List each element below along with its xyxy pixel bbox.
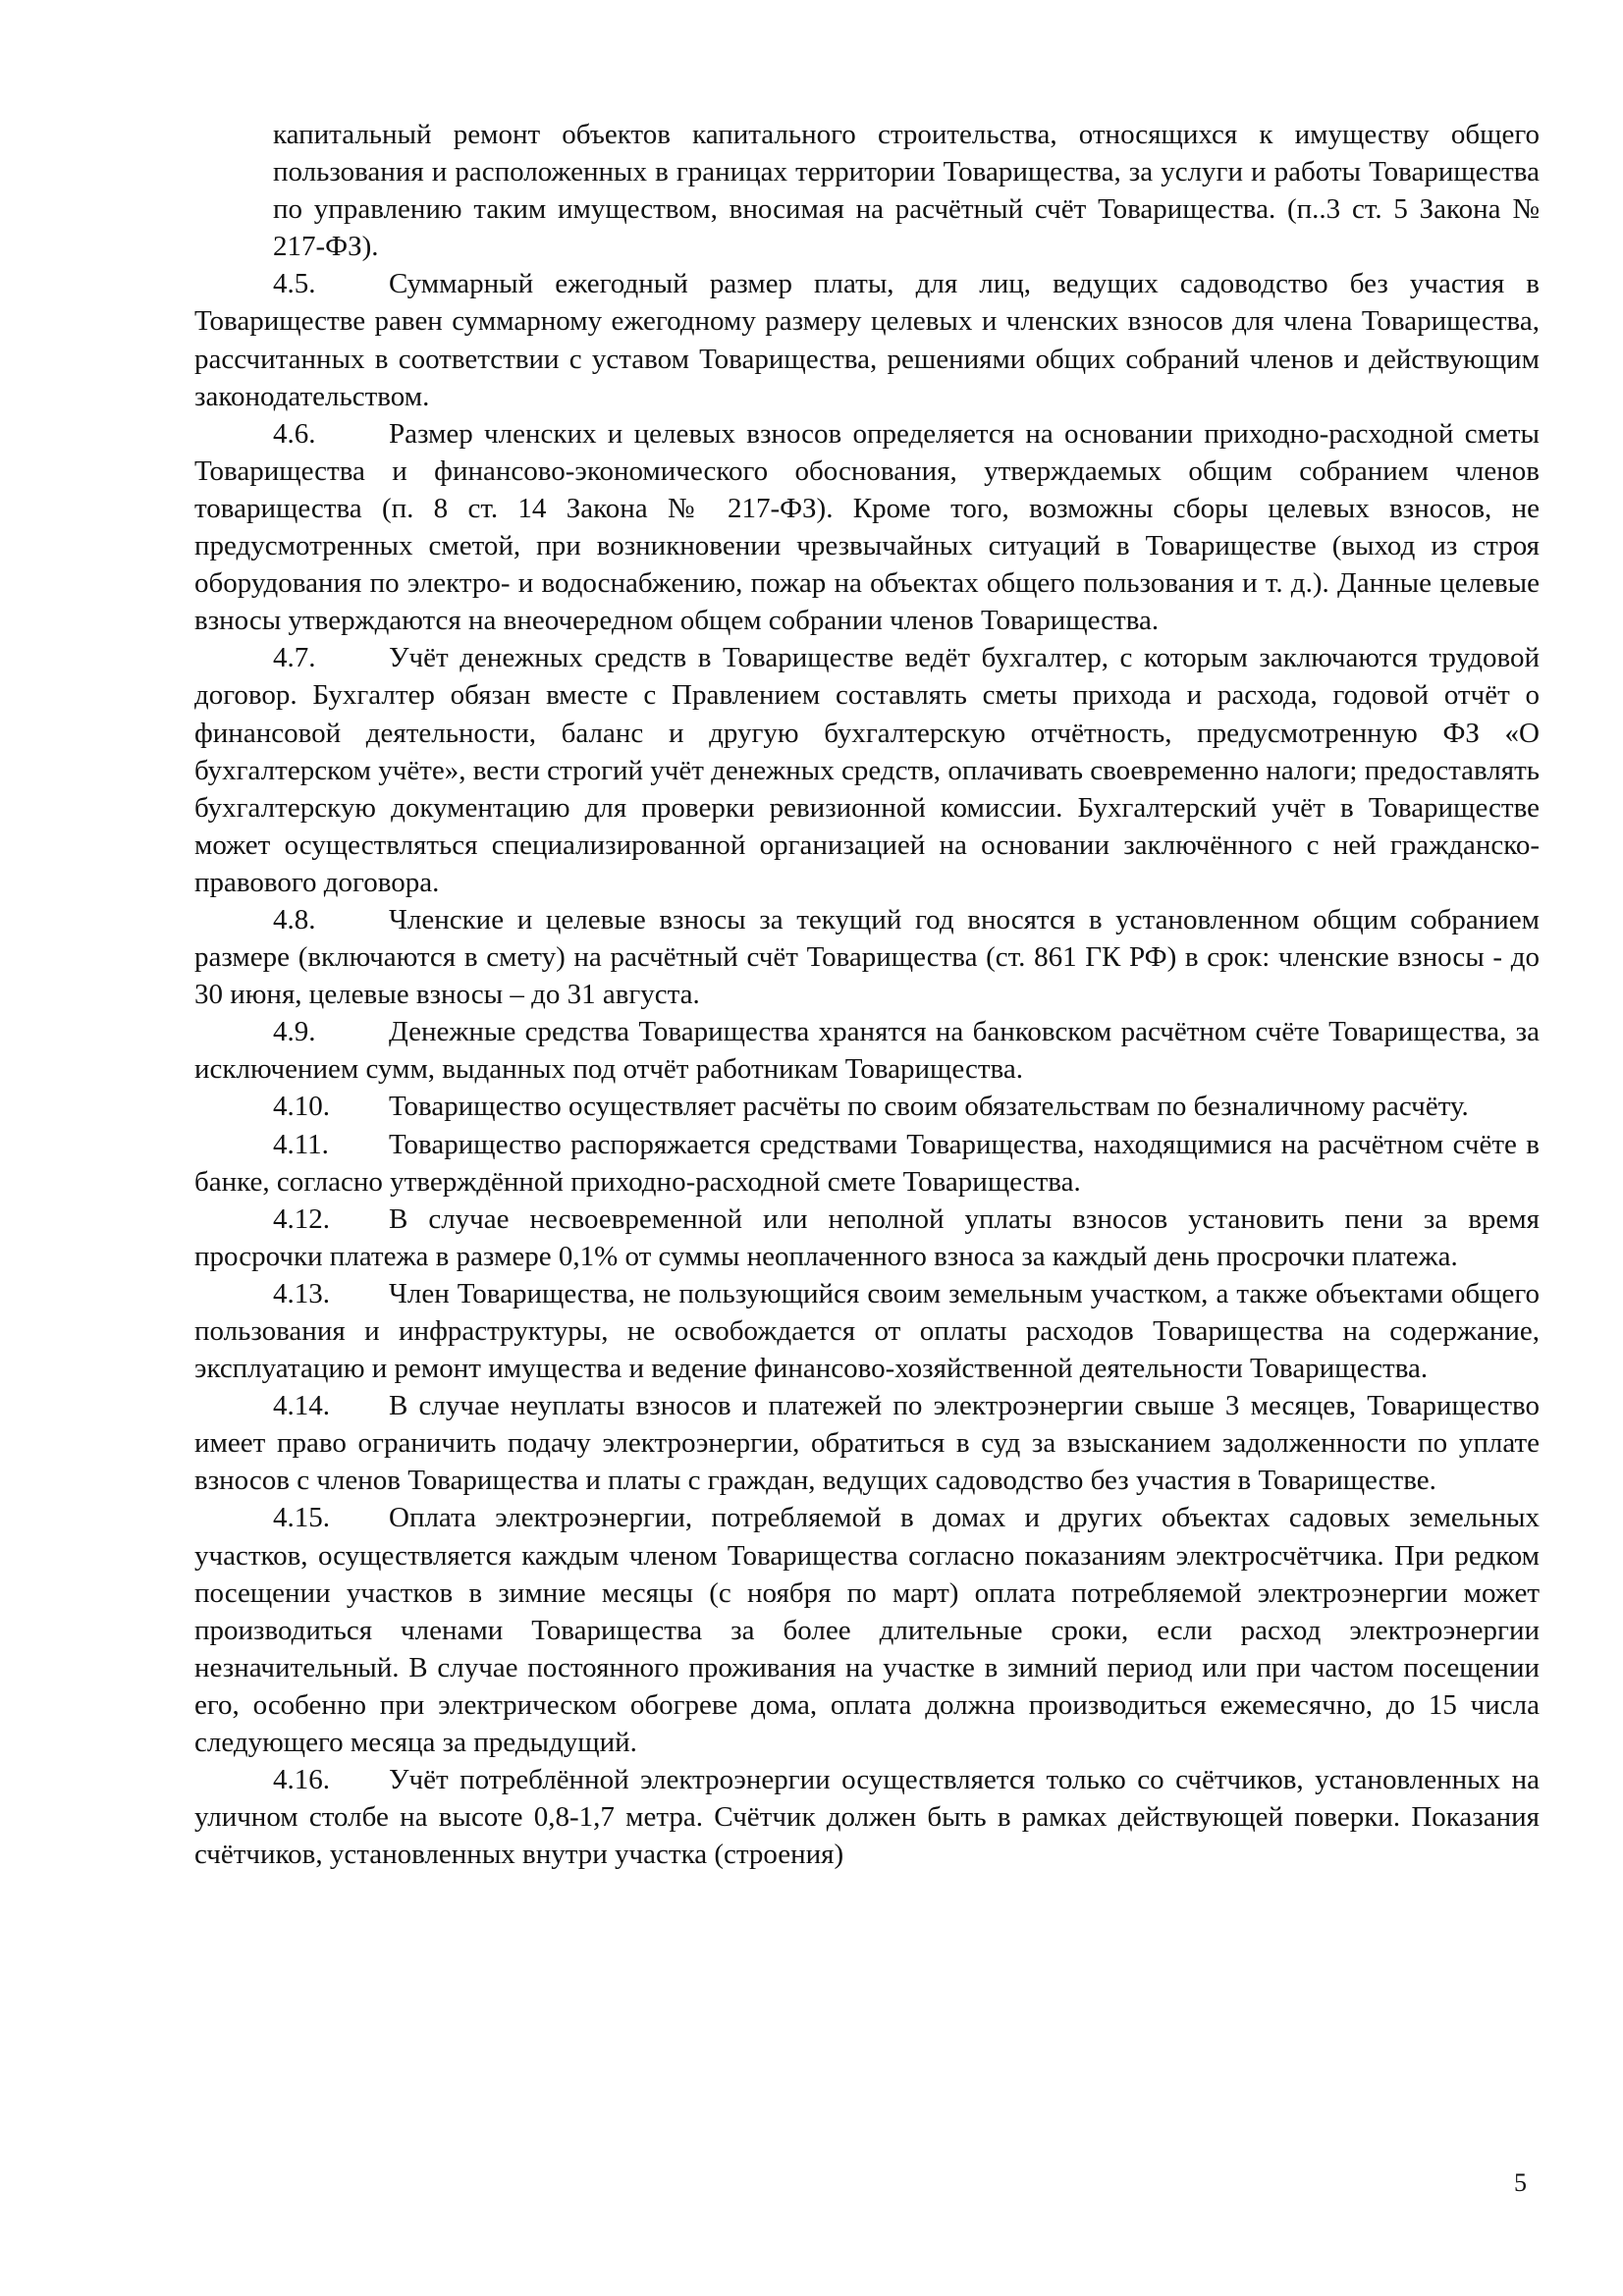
clause-text: Оплата электроэнергии, потребляемой в домах и других объектах садовых земельных участков, осуществляется каждым членом Товарищества согласно показаниям электросчётчика. При редком посещении участков в зимние месяцы (с ноября по март) оплата потребляемой электроэнергии может производиться членами Товарищества за более длительные сроки, если расход электроэнергии незначительный. В случае постоянного проживания на участке в зимний период или при частом посещении его, особенно при электрическом обогреве дома, оплата должна производиться ежемесячно, до 15 числа следующего месяца за предыдущий. bbox=[194, 1502, 1540, 1759]
clause-text: В случае несвоевременной или неполной уплаты взносов установить пени за время просрочки платежа в размере 0,1% от суммы неоплаченного взноса за каждый день просрочки платежа. bbox=[194, 1202, 1540, 1272]
clause-4-12 bbox=[194, 1201, 1540, 1275]
document-body bbox=[194, 116, 1540, 1873]
clause-4-6 bbox=[194, 415, 1540, 640]
clause-text: В случае неуплаты взносов и платежей по электроэнергии свыше 3 месяцев, Товарищество имеет право ограничить подачу электроэнергии, обратиться в суд за взысканием задолженности по уплате взносов с членов Товарищества и платы с граждан, ведущих садоводство без участия в Товариществе. bbox=[194, 1390, 1540, 1497]
clause-4-5 bbox=[194, 265, 1540, 414]
clause-4-13 bbox=[194, 1275, 1540, 1387]
clause-text: Членские и целевые взносы за текущий год вносятся в установленном общим собранием размере (включаются в смету) на расчётный счёт Товарищества (ст. 861 ГК РФ) в срок: членские взносы - до 30 июня, целевые взносы – до 31 августа. bbox=[194, 903, 1540, 1011]
clause-text: Товарищество распоряжается средствами Товарищества, находящимися на расчётном счёте в банке, согласно утверждённой приходно-расходной смете Товарищества. bbox=[194, 1128, 1540, 1198]
clause-text: Учёт денежных средств в Товариществе ведёт бухгалтер, с которым заключаются трудовой договор. Бухгалтер обязан вместе с Правлением составлять сметы прихода и расхода, годовой отчёт о финансовой деятельности, баланс и другую бухгалтерскую отчётность, предусмотренную ФЗ «О бухгалтерском учёте», вести строгий учёт денежных средств, оплачивать своевременно налоги; предоставлять бухгалтерскую документацию для проверки ревизионной комиссии. Бухгалтерский учёт в Товариществе может осуществляться специализированной организацией на основании заключённого с ней гражданско-правового договора. bbox=[194, 642, 1540, 898]
continuation-paragraph: капитальный ремонт объектов капитального строительства, относящихся к имуществу общего пользования и расположенных в границах территории Товарищества, за услуги и работы Товарищества по управлению таким имуществом, вносимая на расчётный счёт Товарищества. (п..3 ст. 5 Закона № 217-ФЗ). bbox=[273, 119, 1540, 263]
clause-number: 4.11. bbox=[273, 1128, 329, 1160]
clause-text: Товарищество осуществляет расчёты по своим обязательствам по безналичному расчёту. bbox=[389, 1091, 1469, 1123]
clause-4-11 bbox=[194, 1126, 1540, 1201]
clause-number: 4.10. bbox=[273, 1091, 330, 1123]
clause-text: Суммарный ежегодный размер платы, для лиц, ведущих садоводство без участия в Товариществе равен суммарному ежегодному размеру целевых и членских взносов для члена Товарищества, рассчитанных в соответствии с уставом Товарищества, решениями общих собраний членов и действующим законодательством. bbox=[194, 268, 1540, 412]
clause-text: Учёт потреблённой электроэнергии осуществляется только со счётчиков, установленных на уличном столбе на высоте 0,8-1,7 метра. Счётчик должен быть в рамках действующей поверки. Показания счётчиков, установленных внутри участка (строения) bbox=[194, 1764, 1540, 1871]
clause-number: 4.12. bbox=[273, 1202, 330, 1235]
page-number: 5 bbox=[1514, 2168, 1527, 2197]
clause-4-16 bbox=[194, 1761, 1540, 1873]
clause-4-14 bbox=[194, 1387, 1540, 1499]
clause-text: Размер членских и целевых взносов определяется на основании приходно-расходной сметы Товарищества и финансово-экономического обоснования, утверждаемых общим собранием членов товарищества (п. 8 ст. 14 Закона № 217-ФЗ). Кроме того, возможны сборы целевых взносов, не предусмотренных сметой, при возникновении чрезвычайных ситуаций в Товариществе (выход из строя оборудования по электро- и водоснабжению, пожар на объектах общего пользования и т. д.). Данные целевые взносы утверждаются на внеочередном общем собрании членов Товарищества. bbox=[194, 417, 1540, 637]
clause-number: 4.6. bbox=[273, 417, 316, 450]
clause-number: 4.13. bbox=[273, 1277, 330, 1309]
clause-4-9 bbox=[194, 1013, 1540, 1088]
clause-4-15 bbox=[194, 1499, 1540, 1761]
clause-number: 4.14. bbox=[273, 1390, 330, 1422]
clause-4-10 bbox=[194, 1088, 1540, 1125]
clause-text: Член Товарищества, не пользующийся своим земельным участком, а также объектами общего пользования и инфраструктуры, не освобождается от оплаты расходов Товарищества на содержание, эксплуатацию и ремонт имущества и ведение финансово-хозяйственной деятельности Товарищества. bbox=[194, 1277, 1540, 1385]
clause-number: 4.16. bbox=[273, 1764, 330, 1796]
clause-number: 4.7. bbox=[273, 642, 316, 674]
clause-number: 4.8. bbox=[273, 903, 316, 935]
clause-number: 4.5. bbox=[273, 268, 316, 300]
clause-number: 4.15. bbox=[273, 1502, 330, 1534]
clause-number: 4.9. bbox=[273, 1016, 316, 1048]
clause-4-7 bbox=[194, 639, 1540, 901]
clause-4-8 bbox=[194, 901, 1540, 1013]
clause-text: Денежные средства Товарищества хранятся на банковском расчётном счёте Товарищества, за исключением сумм, выданных под отчёт работникам Товарищества. bbox=[194, 1016, 1540, 1086]
